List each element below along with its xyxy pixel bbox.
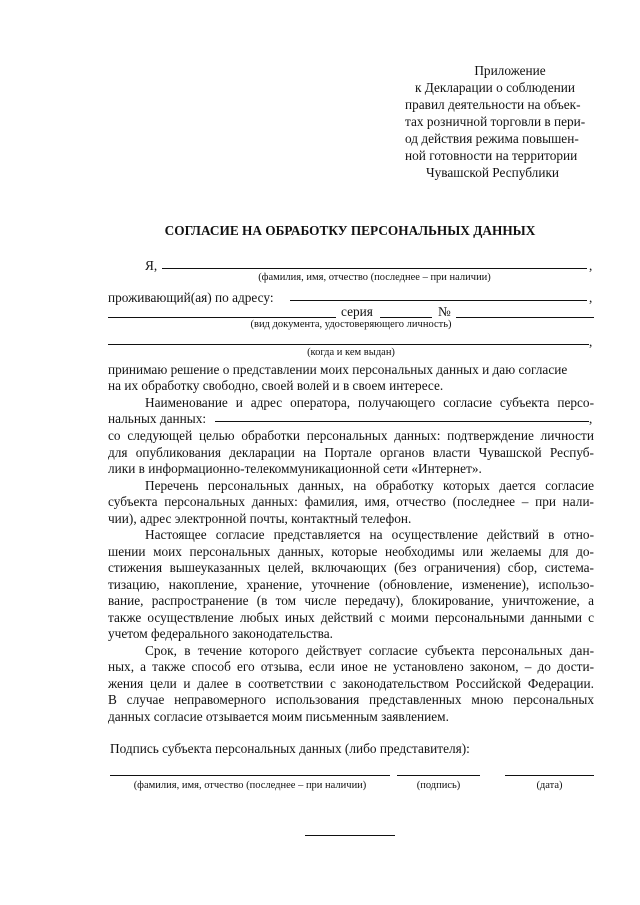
signature-date-line[interactable] [505, 775, 594, 776]
signature-heading: Подпись субъекта персональных данных (либо представителя): [110, 741, 470, 756]
paragraph-line: для опубликования декларации на Портале органов власти Чувашской Респуб- [108, 445, 594, 460]
paragraph-line: данных согласие отзывается моим письменным заявлением. [108, 709, 449, 724]
comma: , [589, 290, 593, 305]
appendix-line: правил деятельности на объек- [405, 97, 581, 112]
paragraph-line: вание, распространение (в том числе передачу), блокирование, уничтожение, а [108, 593, 594, 608]
paragraph-line: жения цели и далее в соответствии с законодательством Российской Федерации. [108, 676, 594, 691]
address-label: проживающий(ая) по адресу: [108, 290, 274, 305]
comma: , [589, 411, 593, 426]
paragraph-line: Настоящее согласие представляется на осуществление действий в отно- [145, 527, 594, 542]
comma: , [589, 334, 593, 349]
footer-separator [305, 835, 395, 836]
issued-field-line[interactable] [108, 344, 589, 345]
number-label: № [438, 304, 451, 319]
paragraph-line: Перечень персональных данных, на обработку которых дается согласие [145, 478, 594, 493]
paragraph-line: также осуществление любых иных действий с моими персональными данными с [108, 610, 594, 625]
signature-fio-hint: (фамилия, имя, отчество (последнее – при наличии) [133, 780, 367, 791]
page-title: СОГЛАСИЕ НА ОБРАБОТКУ ПЕРСОНАЛЬНЫХ ДАННЫХ [164, 223, 536, 238]
paragraph-line: со следующей целью обработки персональных данных: подтверждение личности [108, 428, 594, 443]
paragraph-line: Наименование и адрес оператора, получающего согласие субъекта персо- [145, 395, 594, 410]
document-hint: (вид документа, удостоверяющего личность) [250, 319, 452, 330]
paragraph-line: ных, а также способ его отзыва, если иное не установлено законом, – до дости- [108, 659, 594, 674]
series-field-line[interactable] [380, 317, 432, 318]
paragraph-line: стижения вышеуказанных целей, включающих (без ограничения) сбор, система- [108, 560, 594, 575]
paragraph-line: чии), адрес электронной почты, контактный телефон. [108, 511, 412, 526]
signature-sign-line[interactable] [397, 775, 480, 776]
signature-date-hint: (дата) [536, 780, 563, 791]
signature-fio-line[interactable] [110, 775, 390, 776]
document-field-line[interactable] [108, 317, 336, 318]
appendix-line: Приложение [474, 63, 546, 78]
operator-field-line[interactable] [215, 421, 589, 422]
comma: , [589, 258, 593, 273]
i-label: Я, [145, 258, 158, 273]
paragraph-line: принимаю решение о представлении моих персональных данных и даю согласие [108, 362, 568, 377]
paragraph-line: учетом федерального законодательства. [108, 626, 333, 641]
paragraph-line: на их обработку свободно, своей волей и в своем интересе. [108, 378, 444, 393]
paragraph-line: шении моих персональных данных, которые необходимы или желаемы для до- [108, 544, 594, 559]
appendix-line: Чувашской Республики [426, 165, 560, 180]
fio-hint: (фамилия, имя, отчество (последнее – при наличии) [258, 272, 491, 283]
address-field-line[interactable] [290, 300, 587, 301]
paragraph-line: лики в информационно-телекоммуникационной сети «Интернет». [108, 461, 482, 476]
appendix-line: к Декларации о соблюдении [414, 80, 575, 95]
appendix-line: ной готовности на территории [405, 148, 578, 163]
issued-hint: (когда и кем выдан) [307, 347, 395, 358]
series-label: серия [341, 304, 373, 319]
paragraph-line: В случае неправомерного использования представленных мною персональных [108, 692, 594, 707]
paragraph-line: тизацию, накопление, хранение, уточнение (обновление, изменение), использо- [108, 577, 594, 592]
fio-field-line[interactable] [162, 268, 587, 269]
paragraph-line: субъекта персональных данных: фамилия, имя, отчество (последнее – при нали- [108, 494, 594, 509]
paragraph-line: Срок, в течение которого действует согласие субъекта персональных дан- [145, 643, 594, 658]
signature-sign-hint: (подпись) [416, 780, 461, 791]
operator-label: нальных данных: [108, 411, 207, 426]
appendix-line: тах розничной торговли в пери- [405, 114, 586, 129]
number-field-line[interactable] [456, 317, 594, 318]
appendix-line: од действия режима повышен- [405, 131, 579, 146]
